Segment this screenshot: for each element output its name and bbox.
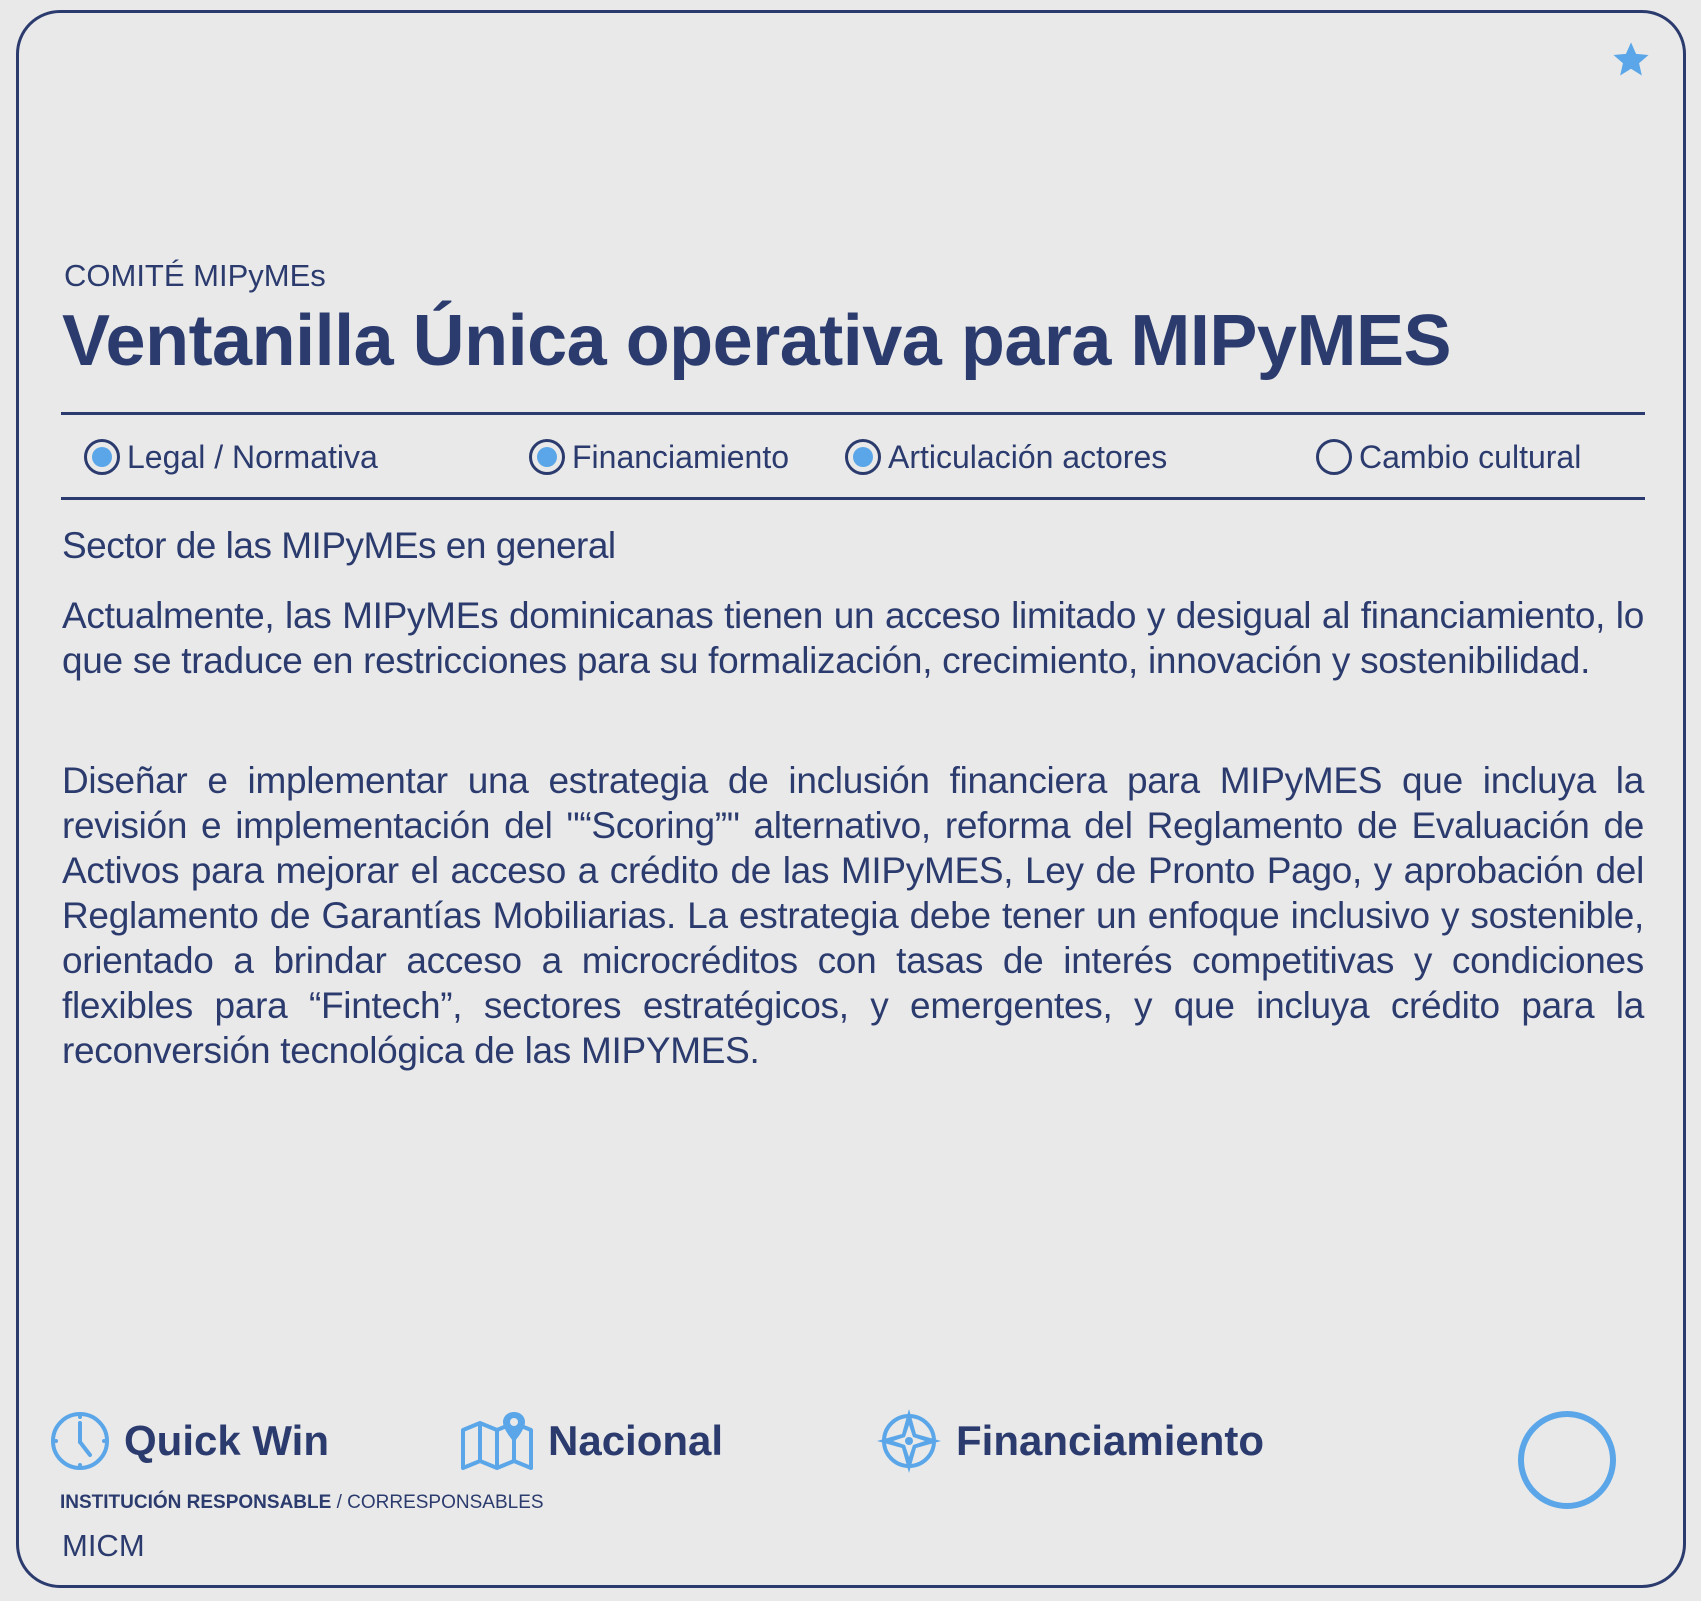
circle-icon[interactable]	[1518, 1411, 1616, 1509]
star-icon[interactable]	[1610, 38, 1652, 80]
divider-top	[61, 412, 1645, 415]
map-pin-icon	[460, 1410, 534, 1472]
category-legal[interactable]	[84, 434, 378, 480]
axis-tag	[876, 1408, 1264, 1474]
page-title: Ventanilla Única operativa para MIPyMES	[62, 301, 1451, 381]
sector-heading: Sector de las MIPyMEs en general	[62, 525, 616, 566]
committee-label: COMITÉ MIPyMEs	[64, 258, 326, 293]
institution-heading-rest: / CORRESPONSABLES	[331, 1492, 544, 1513]
institution-heading-strong: INSTITUCIÓN RESPONSABLE	[60, 1492, 332, 1513]
radio-checked-icon[interactable]	[84, 439, 120, 475]
timeframe-tag	[50, 1408, 329, 1474]
category-cambio-cultural[interactable]	[1316, 434, 1581, 480]
category-label: Financiamiento	[572, 438, 789, 475]
scope-label: Nacional	[548, 1417, 724, 1464]
institution-heading	[60, 1492, 544, 1514]
proposal-paragraph: Diseñar e implementar una estrategia de inclusión financiera para MIPyMES que incluya la revisión e implementación del "“Scoring”" alternativo, reforma del Reglamento de Evaluación de Activos para mejorar el acceso a crédito de las MIPyMES, Ley de Pronto Pago, y aprobación del Reglamento de Garantías Mobiliarias. La estrategia debe tener un enfoque inclusivo y sostenible, orientado a brindar acceso a microcréditos con tasas de interés competitivas y condiciones flexibles para “Fintech”, sectores estratégicos, y emergentes, y que incluya crédito para la reconversión tecnológica de las MIPYMES.	[62, 760, 1644, 1071]
category-label: Legal / Normativa	[127, 438, 378, 475]
scope-tag	[460, 1408, 723, 1474]
category-label: Articulación actores	[888, 438, 1168, 475]
institution-value: MICM	[62, 1528, 145, 1563]
axis-label: Financiamiento	[956, 1417, 1265, 1464]
compass-icon	[876, 1408, 942, 1474]
category-label: Cambio cultural	[1359, 438, 1582, 475]
radio-checked-icon[interactable]	[845, 439, 881, 475]
category-financiamiento[interactable]	[529, 434, 789, 480]
timeframe-label: Quick Win	[124, 1417, 329, 1464]
clock-icon	[50, 1411, 110, 1471]
category-articulacion[interactable]	[845, 434, 1167, 480]
radio-checked-icon[interactable]	[529, 439, 565, 475]
radio-unchecked-icon[interactable]	[1316, 439, 1352, 475]
problem-paragraph: Actualmente, las MIPyMEs dominicanas tienen un acceso limitado y desigual al financiamiento, lo que se traduce en restricciones para su formalización, crecimiento, innovación y sostenibilidad.	[62, 595, 1644, 681]
divider-bottom	[61, 497, 1645, 500]
